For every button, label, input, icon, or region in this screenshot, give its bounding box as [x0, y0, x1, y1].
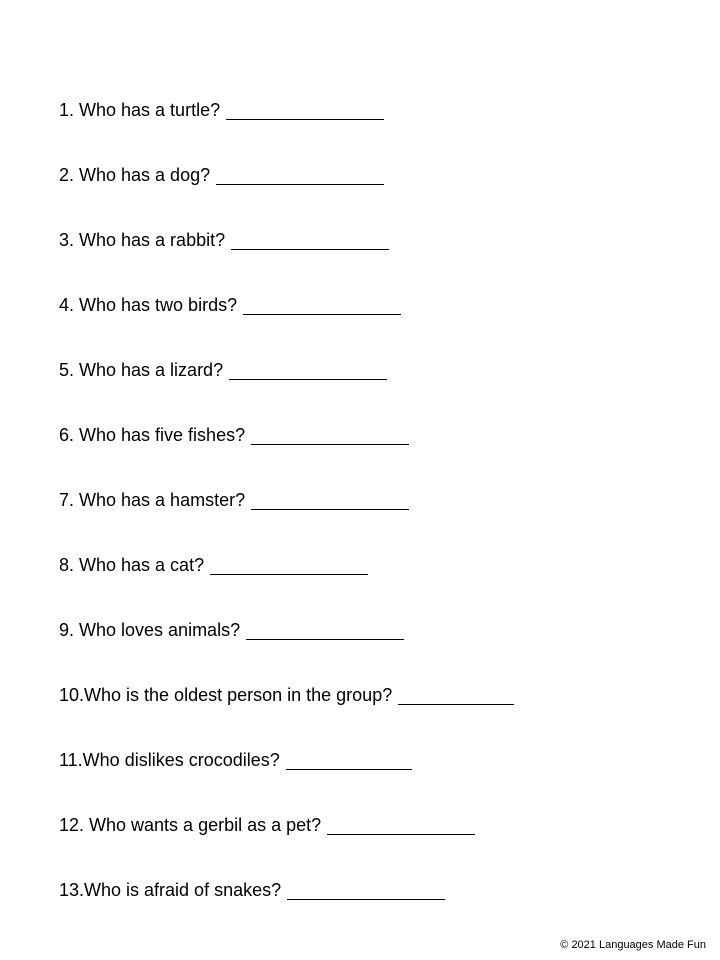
question-1-answer-line	[226, 100, 384, 120]
question-7-text: 7. Who has a hamster?	[59, 490, 246, 510]
question-13	[59, 878, 445, 902]
question-7-answer-line	[251, 490, 409, 510]
question-7	[59, 488, 409, 512]
question-8-answer-line	[210, 555, 368, 575]
question-2-text: 2. Who has a dog?	[59, 165, 211, 185]
question-6-text: 6. Who has five fishes?	[59, 425, 246, 445]
copyright-notice: © 2021 Languages Made Fun	[560, 939, 706, 951]
question-4	[59, 293, 401, 317]
question-12-answer-line	[327, 815, 475, 835]
question-11	[59, 748, 412, 772]
question-12-text: 12. Who wants a gerbil as a pet?	[59, 815, 322, 835]
question-5-text: 5. Who has a lizard?	[59, 360, 224, 380]
question-10	[59, 683, 514, 707]
question-12	[59, 813, 475, 837]
question-8-text: 8. Who has a cat?	[59, 555, 205, 575]
question-4-text: 4. Who has two birds?	[59, 295, 238, 315]
question-11-text: 11.Who dislikes crocodiles?	[59, 750, 280, 770]
question-2-answer-line	[216, 165, 384, 185]
question-1	[59, 98, 384, 122]
question-13-answer-line	[287, 880, 445, 900]
question-11-answer-line	[286, 750, 412, 770]
question-10-answer-line	[398, 685, 514, 705]
question-3-text: 3. Who has a rabbit?	[59, 230, 226, 250]
question-5	[59, 358, 387, 382]
question-6-answer-line	[251, 425, 409, 445]
question-2	[59, 163, 384, 187]
question-9-text: 9. Who loves animals?	[59, 620, 241, 640]
question-13-text: 13.Who is afraid of snakes?	[59, 880, 282, 900]
question-1-text: 1. Who has a turtle?	[59, 100, 221, 120]
question-3-answer-line	[231, 230, 389, 250]
question-9	[59, 618, 404, 642]
question-10-text: 10.Who is the oldest person in the group?	[59, 685, 393, 705]
question-6	[59, 423, 409, 447]
question-9-answer-line	[246, 620, 404, 640]
question-3	[59, 228, 389, 252]
question-4-answer-line	[243, 295, 401, 315]
question-8	[59, 553, 368, 577]
question-5-answer-line	[229, 360, 387, 380]
